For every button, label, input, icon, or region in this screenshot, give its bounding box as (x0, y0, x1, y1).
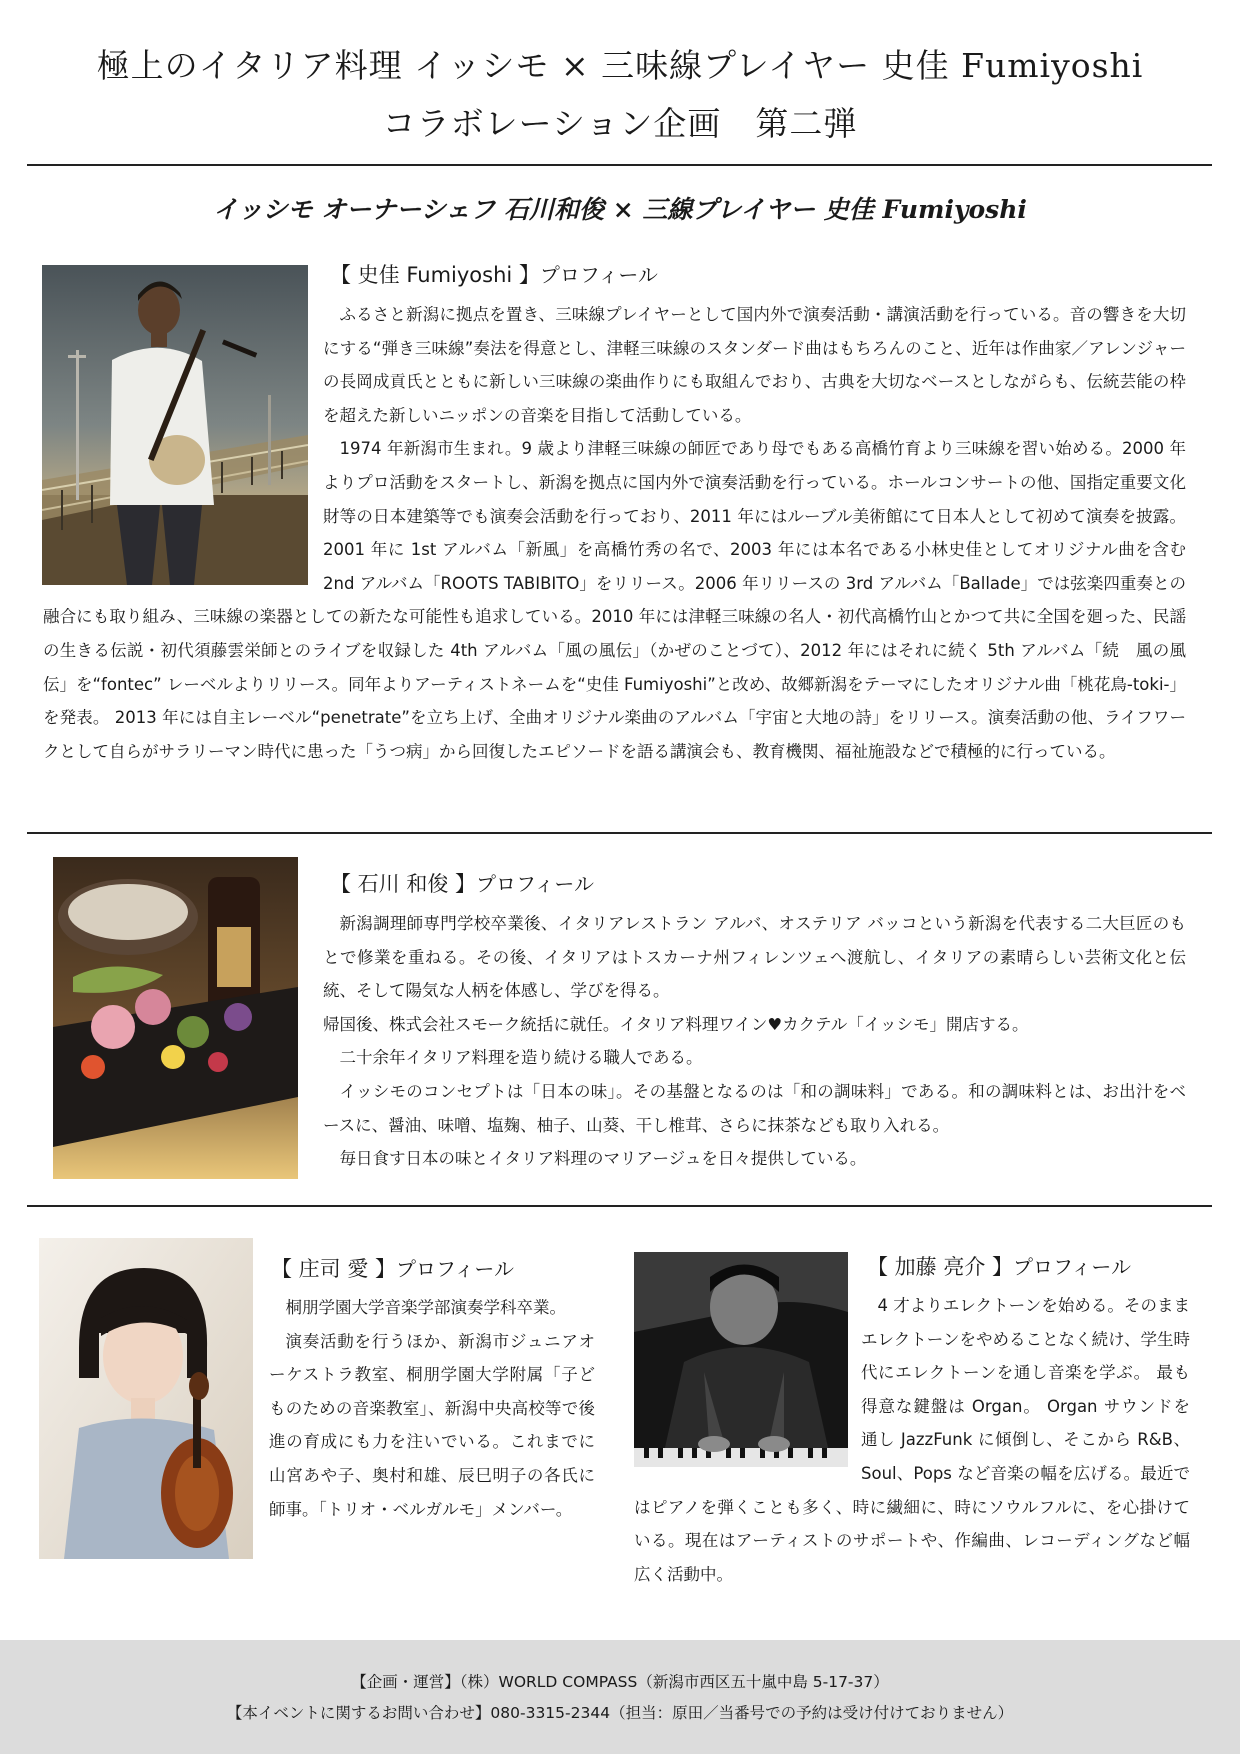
shoji-heading-suffix: プロフィール (396, 1257, 515, 1281)
ishikawa-heading-name: 【 石川 和俊 】 (330, 872, 477, 896)
ishikawa-bio-p4: イッシモのコンセプトは「日本の味」。その基盤となるのは「和の調味料」である。和の調味料とは、お出汁をベースに、醤油、味噌、塩麹、柚子、山葵、干し椎茸、さらに抹茶なども取り入れる。 (323, 1081, 1186, 1135)
title-line-2: コラボレーション企画 第二弾 (382, 104, 858, 143)
ishikawa-bio-p3: 二十余年イタリア料理を造り続ける職人である。 (339, 1048, 703, 1068)
fumiyoshi-bio-p2: 1974 年新潟市生まれ。9 歳より津軽三味線の師匠であり母でもある高橋竹育より三味線を習い始める。2000 年よりプロ活動をスタートし、新潟を拠点に国内外で演奏活動を行っている。ホールコンサートの他、国指定重要文化財等の日本建築等でも演奏会活動を行っており、2011 年にはルーブル美術館にて日本人として初めて演奏を披露。2001 年に 1st アルバム「新風」を高橋竹秀の名で、2003 年には本名である小林史佳としてオリジナル曲を含む 2nd アルバム「ROOTS TABIBITO」をリリース。2006 年リリースの 3rd アルバム「Ballade」では弦楽四重奏との融合にも取り組み、三味線の楽器としての新たな可能性も追求している。2010 年には津軽三味線の名人・初代高橋竹山とかつて共に全国を廻った、民謡の生きる伝説・初代須藤雲栄師とのライブを収録した 4th アルバム「風の風伝」（かぜのことづて）、2012 年にはそれに続く 5th アルバム「続 風の風伝」を“fontec” レーベルよりリリース。同年よりアーティストネームを“史佳 Fumiyoshi”と改め、故郷新潟をテーマにしたオリジナル曲「桃花鳥-toki-」を発表。 2013 年には自主レーベル“penetrate”を立ち上げ、全曲オリジナル楽曲のアルバム「宇宙と大地の詩」をリリース。演奏活動の他、ライフワークとして自らがサラリーマン時代に患った「うつ病」から回復したエピソードを語る講演会も、教育機関、福祉施設などで積極的に行っている。 (43, 439, 1186, 761)
fumiyoshi-bio-p1: ふるさと新潟に拠点を置き、三味線プレイヤーとして国内外で演奏活動・講演活動を行っている。音の響きを大切にする“弾き三味線”奏法を得意とし、津軽三味線のスタンダード曲はもちろんのこと、近年は作曲家／アレンジャーの長岡成貢氏とともに新しい三味線の楽曲作りにも取組んでおり、古典を大切なベースとしながらも、伝統芸能の枠を超えた新しいニッポンの音楽を目指して活動している。 (323, 305, 1186, 425)
fumiyoshi-heading (330, 259, 658, 289)
kato-heading-suffix: プロフィール (1013, 1255, 1132, 1279)
fumiyoshi-bio (43, 298, 1186, 768)
kato-bio (634, 1289, 1190, 1591)
ishikawa-dish-photo (53, 857, 298, 1179)
divider (27, 832, 1212, 834)
divider (27, 1205, 1212, 1207)
photo-spacer (634, 1289, 861, 1487)
shoji-heading (271, 1253, 514, 1283)
photo-spacer (43, 298, 323, 600)
kato-bio-p1: 4 才よりエレクトーンを始める。そのままエレクトーンをやめることなく続け、学生時代にエレクトーンを通し音楽を学ぶ。 最も得意な鍵盤は Organ。 Organ サウンドを通し JazzFunk に傾倒し、そこから R&B、Soul、Pops など音楽の幅を広げる。最近ではピアノを弾くことも多く、時に繊細に、時にソウルフルに、を心掛けている。現在はアーティストのサポートや、作編曲、レコーディングなど幅広く活動中。 (634, 1296, 1190, 1584)
shoji-bio-p1: 桐朋学園大学音楽学部演奏学科卒業。 (285, 1298, 566, 1317)
shoji-bio (269, 1291, 595, 1526)
divider (27, 164, 1212, 166)
shoji-photo (39, 1238, 253, 1559)
footer (0, 1640, 1240, 1754)
fumiyoshi-heading-name: 【 史佳 Fumiyoshi 】 (330, 263, 540, 287)
title-line-1: 極上のイタリア料理 イッシモ × 三味線プレイヤー 史佳 Fumiyoshi (96, 46, 1144, 85)
shoji-bio-p2: 演奏活動を行うほか、新潟市ジュニアオーケストラ教室、桐朋学園大学附属「子どものための音楽教室」、新潟中央高校等で後進の育成にも力を注いでいる。これまでに山宮あや子、奥村和雄、辰巳明子の各氏に師事。「トリオ・ベルガルモ」メンバー。 (269, 1331, 595, 1519)
ishikawa-bio-p5: 毎日食す日本の味とイタリア料理のマリアージュを日々提供している。 (339, 1149, 867, 1169)
footer-contact: 【本イベントに関するお問い合わせ】080-3315-2344（担当：原田／当番号での予約は受け付けておりません） (226, 1704, 1014, 1722)
shoji-heading-name: 【 庄司 愛 】 (271, 1257, 397, 1281)
ishikawa-bio-p1: 新潟調理師専門学校卒業後、イタリアレストラン アルバ、オステリア バッコという新潟を代表する二大巨匠のもとで修業を重ねる。その後、イタリアはトスカーナ州フィレンツェへ渡航し、イタリアの素晴らしい芸術文化と伝統、そして陽気な人柄を体感し、学びを得る。 (323, 914, 1186, 1001)
kato-heading-name: 【 加藤 亮介 】 (867, 1255, 1014, 1279)
ishikawa-heading (330, 868, 594, 898)
subtitle: イッシモ オーナーシェフ 石川和俊 × 三線プレイヤー 史佳 Fumiyoshi (213, 195, 1027, 224)
ishikawa-bio (323, 907, 1186, 1176)
fumiyoshi-heading-suffix: プロフィール (539, 263, 658, 287)
footer-organizer: 【企画・運営】（株）WORLD COMPASS（新潟市西区五十嵐中島 5-17-37） (351, 1673, 889, 1691)
kato-heading (867, 1251, 1131, 1281)
ishikawa-heading-suffix: プロフィール (476, 872, 595, 896)
ishikawa-bio-p2: 帰国後、株式会社スモーク統括に就任。イタリア料理ワイン♥カクテル「イッシモ」開店する。 (323, 1014, 1029, 1034)
